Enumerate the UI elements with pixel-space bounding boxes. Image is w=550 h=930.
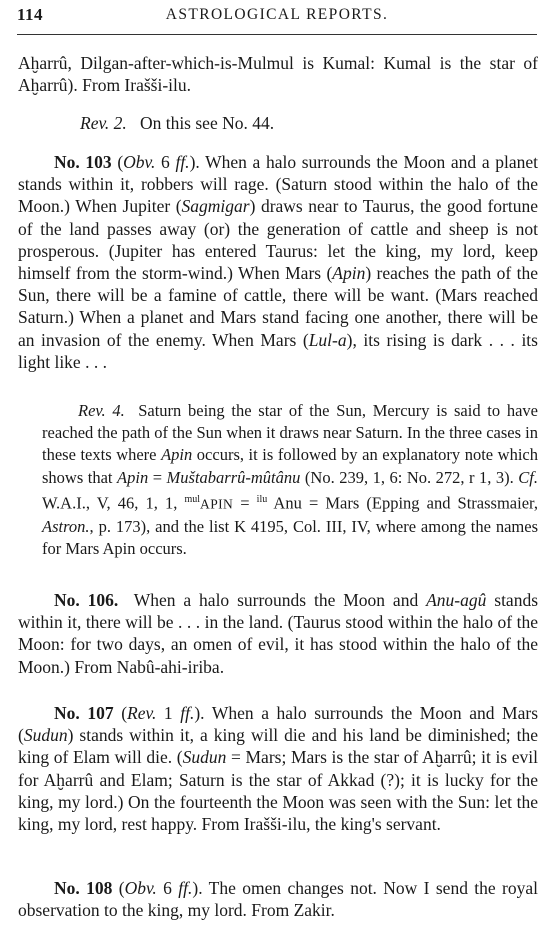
term-mustabarru-mutanu: Muštabarrû-mûtânu (166, 467, 301, 487)
entry-number: No. 106. (54, 590, 119, 610)
text-run: When a halo surrounds the Moon and (133, 590, 427, 610)
text-run: The omen changes not. Now I send the royal observation to the king, my lord. From Zakir. (18, 878, 539, 921)
text-run: occurs, it is followed by an explanatory note which shows that (42, 445, 538, 487)
term-apin: Apin (332, 263, 366, 284)
text-run: , p. 173), and the list K 4195, Col. III, IV, where among the names for Mars Apin occurs. (42, 516, 538, 558)
page-number: 114 (17, 5, 44, 24)
text-run: = (233, 493, 257, 513)
entry-reference: (Obv. 6 ff.). (118, 878, 203, 898)
term-sudun: Sudun (23, 725, 68, 746)
entry-number: No. 103 (54, 152, 112, 172)
text-run: ) draws near to Taurus, the good fortune of the land passes away (or) the generation of cattle and sheep is not prosperous. (Jupiter has entered Taurus: let the king, my lord, keep himself from the storm-wind.) When Mars ( (18, 196, 538, 284)
running-title: ASTROLOGICAL REPORTS. (165, 6, 389, 23)
paragraph-text: On this see No. 44. (139, 113, 275, 133)
text-run: (No. 239, 1, 6: No. 272, r 1, 3). (300, 467, 519, 487)
term-sudun: Sudun (182, 747, 227, 768)
header-rule (17, 34, 537, 35)
entry-no-103 (18, 151, 538, 373)
entry-no-107 (18, 702, 538, 835)
term-apin: Apin (161, 445, 193, 465)
term-astron: Astron. (42, 516, 90, 536)
entry-number: No. 107 (54, 703, 114, 723)
text-run: ), its rising is dark . . . its light like . . . (18, 329, 538, 372)
cf-abbrev: Cf. (518, 467, 539, 487)
text-run: ) reaches the path of the Sun, there will be a famine of cattle, there will be want. (Mars reached Saturn.) When a planet and Mars stand facing one another, there will be an invasion of the enemy. When Mars ( (18, 263, 538, 350)
rev-label: Rev. 2. (80, 113, 127, 133)
text-run: = Mars; Mars is the star of Aḫarrû; it is evil for Aḫarrû and Elam; Saturn is the star of Akkad (?); it is lucky for the king, my lord.) On the fourteenth the Moon was seen with the Sun: let the king, my lord, rest happy. From Irašši-ilu, the king's servant. (18, 747, 538, 835)
determinative-mul: mul (184, 493, 201, 505)
paragraph-text: Aḫarrû, Dilgan-after-which-is-Mulmul is Kumal: Kumal is the star of Aḫarrû). From Irašši-ilu. (18, 53, 538, 96)
entry-reference: (Rev. 1 ff.). (121, 703, 205, 723)
term-apin: Apin (117, 467, 149, 487)
paragraph-rev2 (18, 112, 538, 134)
text-run: stands within it, there will be . . . in the land. (Taurus stood within the halo of the Moon: for two days, an omen of evil, it has stood within the halo of the Moon.) From Nabû-ahi-iriba. (18, 590, 539, 677)
entry-no-108 (18, 877, 538, 921)
term-sagmigar: Sagmigar (181, 196, 250, 217)
entry-number: No. 108 (54, 878, 113, 898)
entry-reference: (Obv. 6 ff.). (117, 152, 200, 172)
text-run: ) stands within it, a king will die and his land be diminished; the king of Elam will die. ( (18, 725, 538, 768)
paragraph-continuation (18, 52, 538, 96)
determinative-ilu: ilu (256, 493, 268, 505)
entry-no-106 (18, 589, 538, 678)
term-apin-caps: APIN (200, 496, 234, 512)
text-run: When a halo surrounds the Moon and Mars ( (18, 703, 539, 746)
text-run: = (148, 467, 167, 487)
text-run: When a halo surrounds the Moon and a planet stands within it, robbers will rage. (Saturn stood within the halo of the Moon.) When Jupiter ( (18, 152, 539, 217)
rev-label: Rev. 4. (78, 401, 125, 420)
text-run: Saturn being the star of the Sun, Mercury is said to have reached the path of the Sun when it draws near Saturn. In the three cases in these texts where (42, 401, 539, 465)
term-lul-a: Lul-a (308, 329, 347, 350)
text-run: W.A.I., V, 46, 1, 1, (42, 493, 185, 513)
text-run: Anu = Mars (Epping and Strassmaier, (267, 493, 538, 513)
term-anu-agu: Anu-agû (426, 590, 487, 610)
note-rev4 (18, 400, 538, 560)
page-header (17, 3, 537, 25)
